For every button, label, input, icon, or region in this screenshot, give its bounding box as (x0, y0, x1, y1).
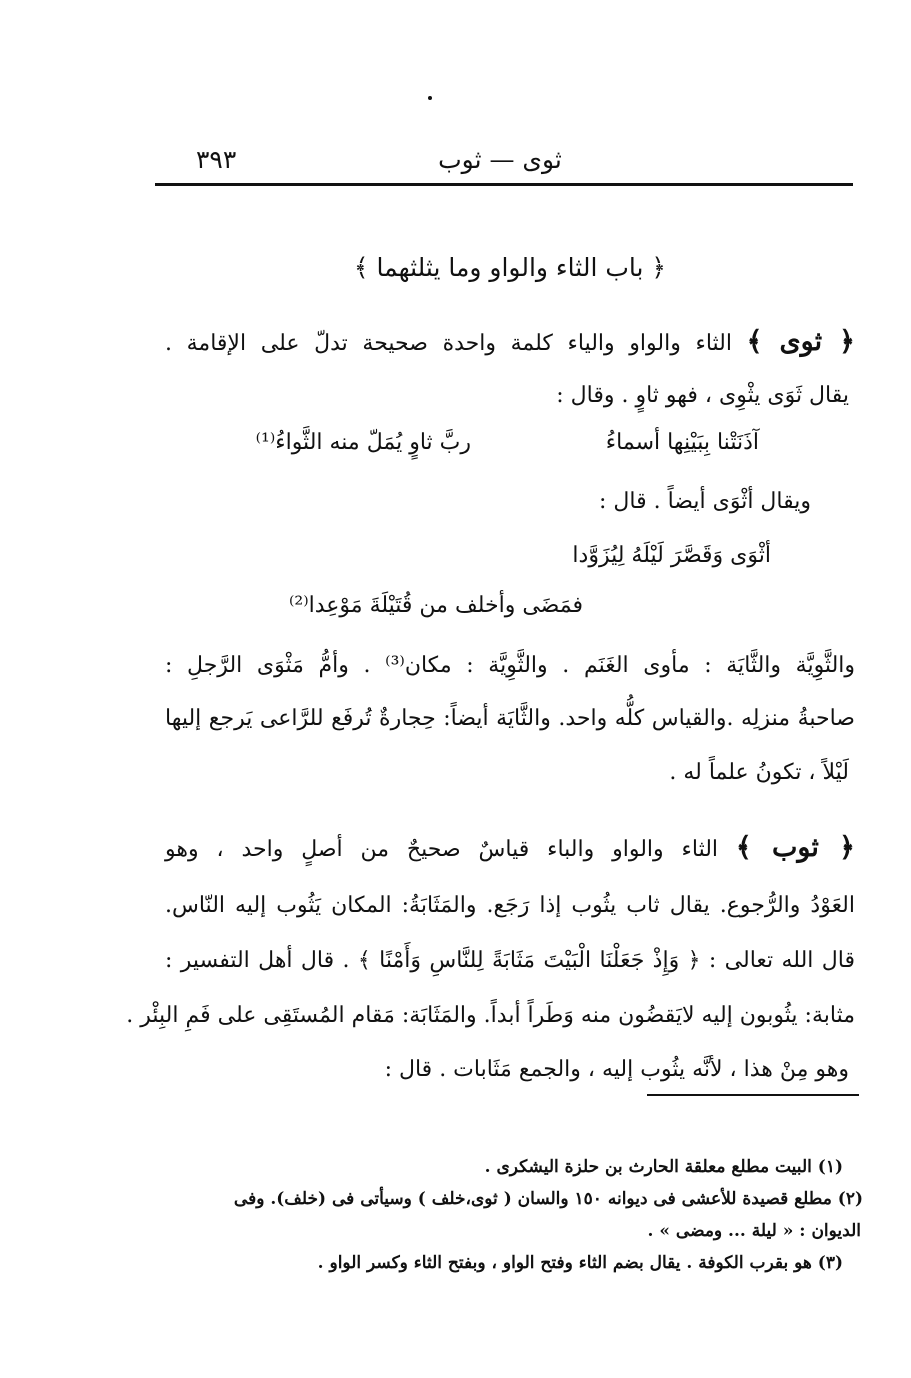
entry-thawa-line-2: يقال ثَوَى يثْوِى ، فهو ثاوٍ . وقال : (556, 383, 849, 408)
footnote-rule (647, 1094, 859, 1096)
entry-thawb-line-4: مثابة: يثُوبون إليه لايَقضُون منه وَطَراً أبداً. والمَثَابَة: مَقام المُستَقِى على فَمِ البِئْر . (126, 1003, 855, 1028)
entry-thawb-line-5: وهو مِنْ هذا ، لأنَّه يثُوب إليه ، والجمع مَثَابات . قال : (384, 1057, 849, 1082)
entry-thawb-line-2: العَوْدُ والرُّجوع. يقال ثاب يثُوب إذا رَجَع. والمَثَابَةُ: المكان يَثُوب إليه النّاس. (165, 893, 856, 918)
entry-thawa-line-4: والثَّوِيَّة والثَّايَة : مأوى الغَنَم . والثَّوِيَّة : مكان⁽³⁾ . وأمُّ مَثْوَى الرَّجلِ : (165, 653, 856, 678)
verse-2-hemistich-a: أثْوَى وَقَصَّرَ لَيْلَهُ لِيُزَوَّدا (572, 543, 771, 568)
page-number: ٣٩٣ (196, 145, 237, 174)
verse-1-hemistich-b: ربَّ ثاوٍ يُمَلّ منه الثَّواءُ⁽¹⁾ (255, 430, 471, 455)
entry-thawb-line-3: قال الله تعالى : ﴿ وَإِذْ جَعَلْنَا الْبَيْتَ مَثَابَةً لِلنَّاسِ وَأَمْنًا ﴾ . قال أهل التفسير : (165, 948, 855, 973)
verse-2-hemistich-b: فمَضَى وأخلف من قُتَيْلَةَ مَوْعِدا⁽²⁾ (289, 593, 583, 618)
running-header-title: ثوى — ثوب (438, 145, 562, 174)
entry-text: الثاء والواو والياء كلمة واحدة صحيحة تدلّ على الإقامة . (165, 331, 732, 356)
header-rule (155, 183, 853, 186)
footnote-2-continued: الديوان : « ليلة ... ومضى » . (647, 1221, 861, 1241)
entry-thawa-line-1 (165, 326, 855, 360)
footnote-2: (٢) مطلع قصيدة للأعشى فى ديوانه ١٥٠ والسان ( ثوى،خلف ) وسيأتى فى (خلف). وفى (233, 1189, 863, 1209)
entry-thawb-line-1 (165, 832, 855, 866)
footnote-1: (١) البيت مطلع معلقة الحارث بن حلزة اليشكرى . (484, 1157, 843, 1177)
entry-thawa-line-5: صاحبةُ منزلِه .والقياس كلُّه واحد. والثَّايَة أيضاً: حِجارةٌ تُرفَع للرَّاعى يَرجع إليها (165, 706, 855, 731)
entry-keyword-thawb: ﴿ ثوب ﴾ (735, 832, 855, 863)
entry-thawa-line-3: ويقال أثْوَى أيضاً . قال : (599, 489, 811, 514)
chapter-heading: ﴿ باب الثاء والواو وما يثلثهما ﴾ (353, 253, 667, 282)
entry-thawa-line-6: لَيْلاً ، تكونُ علماً له . (669, 760, 849, 785)
footnote-3: (٣) هو بقرب الكوفة . يقال بضم الثاء وفتح الواو ، وبفتح الثاء وكسر الواو . (317, 1253, 843, 1273)
ink-speck (428, 96, 432, 100)
verse-1-hemistich-a: آذَنَتْنا بِبَيْنِها أسماءُ (605, 430, 759, 455)
entry-text: الثاء والواو والباء قياسٌ صحيحٌ من أصلٍ واحد ، وهو (165, 837, 719, 862)
entry-keyword-thawa: ﴿ ثوى ﴾ (746, 326, 855, 357)
